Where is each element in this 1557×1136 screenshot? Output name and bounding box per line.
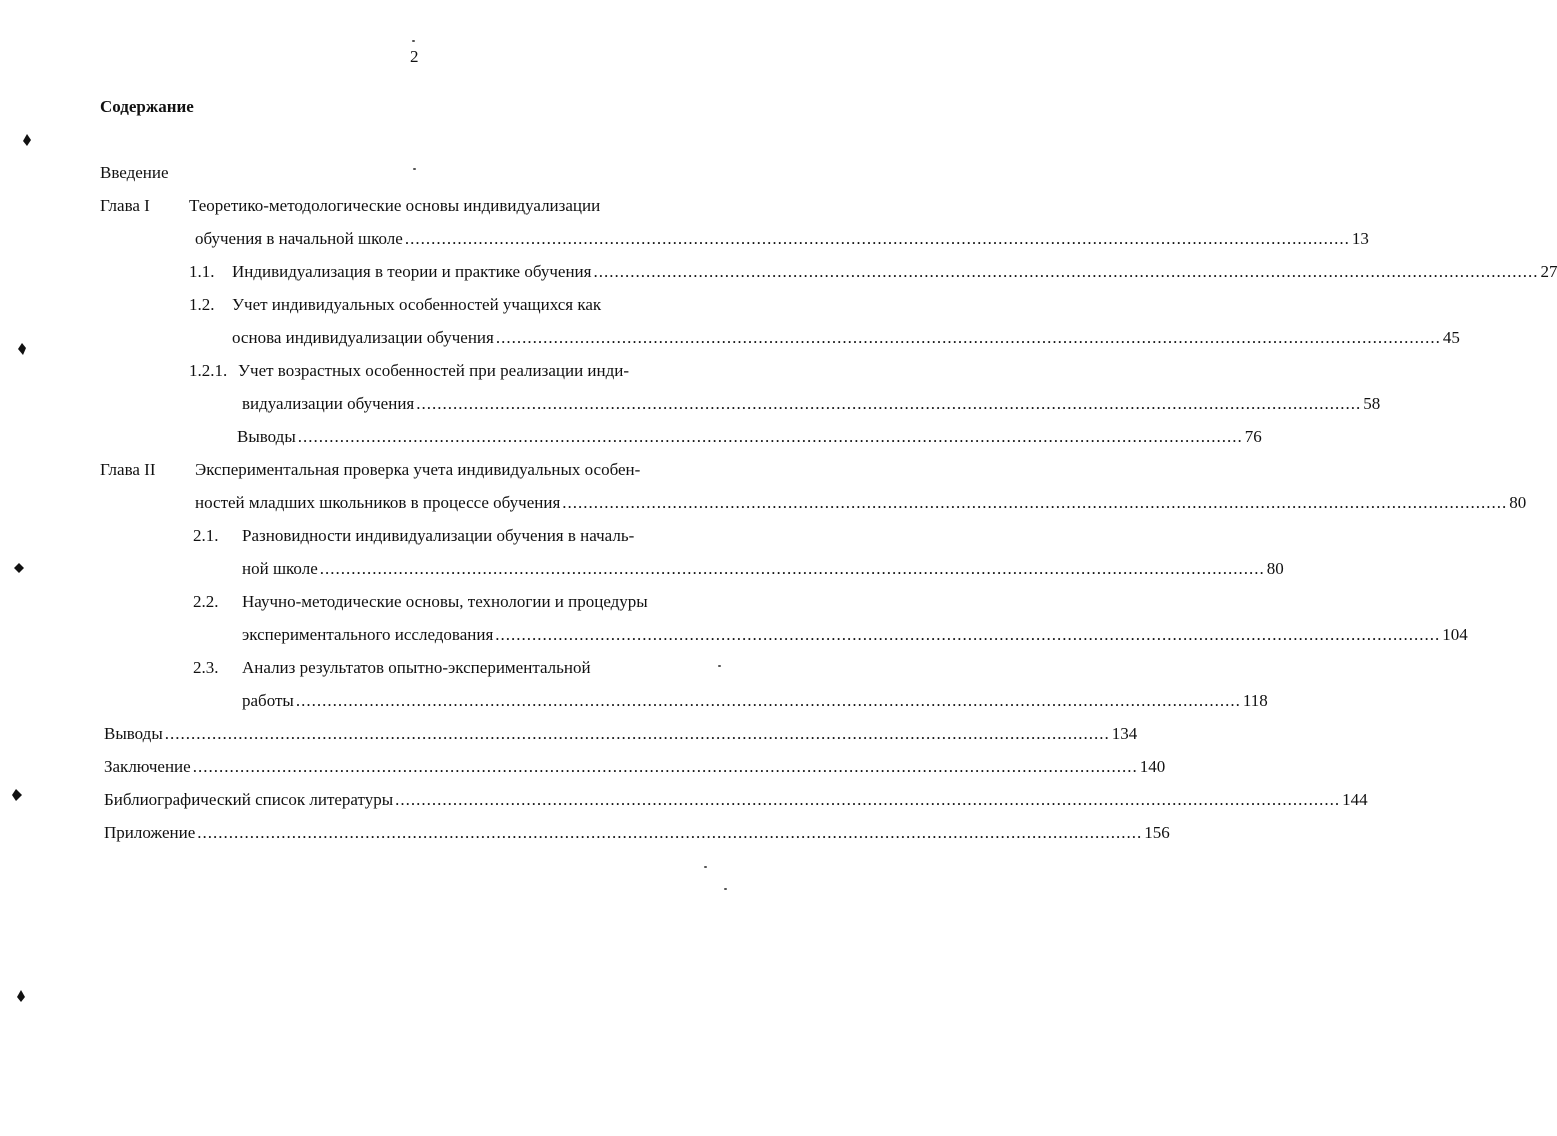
scan-speck [718,665,721,667]
binding-mark-icon [16,990,26,1002]
dot-leader: .................................................................................................................................................................................... [416,394,1362,413]
s12-num: 1.2. [189,295,215,314]
scan-speck [724,888,727,890]
s12-line2: основа индивидуализации обучения [232,328,494,347]
binding-mark-icon [12,789,22,801]
s11-page: 27 [1540,262,1557,281]
s23-page: 118 [1242,691,1268,710]
dot-leader: .................................................................................................................................................................................... [197,823,1143,842]
s23-entry [242,691,1268,711]
s21-line1: Разновидности индивидуализации обучения в началь- [242,526,635,545]
conclusion-page: 140 [1139,757,1166,776]
scan-speck [412,40,415,42]
bibliography-entry [104,790,1368,810]
page-number: 2 [410,47,419,66]
conclusion-entry [104,757,1166,777]
s12-line1: Учет индивидуальных особенностей учащихся как [232,295,602,314]
s121-page: 58 [1363,394,1381,413]
s23-num: 2.3. [193,658,219,677]
s11-text: Индивидуализация в теории и практике обучения [232,262,592,281]
conclusions2-entry [104,724,1138,744]
s121-entry [242,394,1381,414]
s12-entry [232,328,1460,348]
toc-intro: Введение [100,163,169,182]
dot-leader: .................................................................................................................................................................................... [495,625,1441,644]
s11-entry [232,262,1557,282]
chapter2-label: Глава II [100,460,156,479]
s23-line1: Анализ результатов опытно-экспериментальной [242,658,591,677]
chapter2-entry [195,493,1527,513]
s22-line2: экспериментального исследования [242,625,494,644]
dot-leader: .................................................................................................................................................................................... [164,724,1110,743]
s121-line2: видуализации обучения [242,394,415,413]
chapter1-title-line2: обучения в начальной школе [195,229,403,248]
dot-leader: .................................................................................................................................................................................... [404,229,1350,248]
chapter1-entry [195,229,1369,249]
s21-entry [242,559,1284,579]
chapter1-title-line1: Теоретико-методологические основы индивидуализации [189,196,601,215]
conclusion-text: Заключение [104,757,191,776]
dot-leader: .................................................................................................................................................................................... [295,691,1241,710]
s22-page: 104 [1442,625,1468,644]
chapter2-page: 80 [1509,493,1527,512]
bibliography-page: 144 [1342,790,1368,809]
conclusions1-entry [237,427,1262,447]
scan-speck [413,168,416,170]
s121-num: 1.2.1. [189,361,228,380]
s21-num: 2.1. [193,526,219,545]
toc-title: Содержание [100,97,194,116]
s121-line1: Учет возрастных особенностей при реализации инди- [238,361,630,380]
dot-leader: .................................................................................................................................................................................... [593,262,1539,281]
dot-leader: .................................................................................................................................................................................... [192,757,1138,776]
dot-leader: .................................................................................................................................................................................... [297,427,1243,446]
s21-page: 80 [1266,559,1284,578]
dot-leader: .................................................................................................................................................................................... [562,493,1508,512]
appendix-text: Приложение [104,823,196,842]
dot-leader: .................................................................................................................................................................................... [319,559,1265,578]
chapter2-title-line1: Экспериментальная проверка учета индивидуальных особен- [195,460,641,479]
appendix-entry [104,823,1170,843]
conclusions2-page: 134 [1111,724,1138,743]
chapter1-label: Глава I [100,196,150,215]
dot-leader: .................................................................................................................................................................................... [495,328,1441,347]
s11-num: 1.1. [189,262,215,281]
s22-line1: Научно-методические основы, технологии и процедуры [242,592,648,611]
bibliography-text: Библиографический список литературы [104,790,394,809]
conclusions2-text: Выводы [104,724,163,743]
chapter1-page: 13 [1351,229,1369,248]
chapter2-title-line2: ностей младших школьников в процессе обучения [195,493,561,512]
binding-mark-icon [14,562,24,574]
s22-num: 2.2. [193,592,219,611]
s22-entry [242,625,1468,645]
scan-speck [704,866,707,868]
s21-line2: ной школе [242,559,318,578]
s12-page: 45 [1442,328,1460,347]
binding-mark-icon [17,343,27,355]
conclusions1-page: 76 [1244,427,1262,446]
s23-line2: работы [242,691,294,710]
appendix-page: 156 [1144,823,1170,842]
conclusions1-text: Выводы [237,427,296,446]
dot-leader: .................................................................................................................................................................................... [395,790,1341,809]
binding-mark-icon [22,134,32,146]
